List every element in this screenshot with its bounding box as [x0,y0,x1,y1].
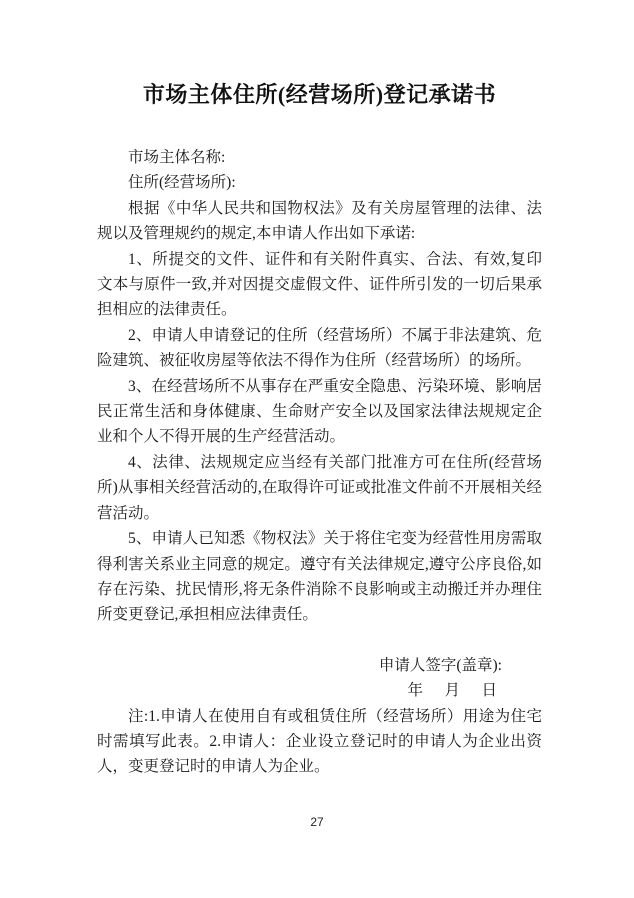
signature-label: 申请人签字(盖章): [378,656,502,674]
notes-paragraph: 注:1.申请人在使用自有或租赁住所（经营场所）用途为住宅时需填写此表。2.申请人：企业设立登记时的申请人为企业出资人，变更登记时的申请人为企业。 [97,707,542,776]
commitment-item-3: 3、在经营场所不从事存在严重安全隐患、污染环境、影响居民正常生活和身体健康、生命财产安全以及国家法律法规规定企业和个人不得开展的生产经营活动。 [97,377,542,446]
intro-paragraph: 根据《中华人民共和国物权法》及有关房屋管理的法律、法规以及管理规约的规定,本申请人作出如下承诺: [97,199,542,243]
signature-date-line: 年 月 日 [407,682,500,700]
document-title: 市场主体住所(经营场所)登记承诺书 [142,82,497,107]
commitment-item-4: 4、法律、法规规定应当经有关部门批准方可在住所(经营场所)从事相关经营活动的,在取得许可证或批准文件前不开展相关经营活动。 [97,453,542,522]
commitment-item-5: 5、申请人已知悉《物权法》关于将住宅变为经营性用房需取得利害关系业主同意的规定。遵守有关法律规定,遵守公序良俗,如存在污染、扰民情形,将无条件消除不良影响或主动搬迁并办理住所变更登记,承担相应法律责任。 [97,530,542,624]
page-number: 27 [310,815,324,829]
signature-block [97,653,542,704]
commitment-item-2: 2、申请人申请登记的住所（经营场所）不属于非法建筑、危险建筑、被征收房屋等依法不得作为住所（经营场所）的场所。 [97,326,542,370]
commitment-item-1: 1、所提交的文件、证件和有关附件真实、合法、有效,复印文本与原件一致,并对因提交虚假文件、证件所引发的一切后果承担相应的法律责任。 [97,250,542,319]
field-market-entity-name: 市场主体名称: [128,149,226,166]
field-address-business-premises: 住所(经营场所): [128,174,236,192]
